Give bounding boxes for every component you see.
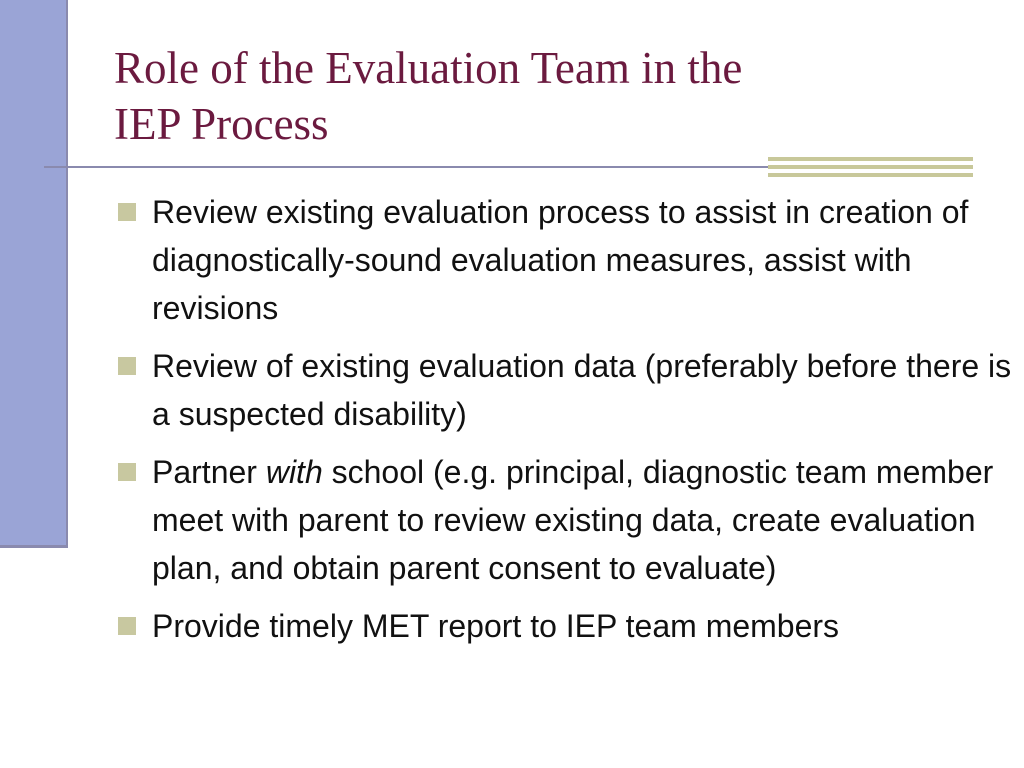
bullet-text-prefix: Partner <box>152 454 266 490</box>
bullet-list <box>112 188 1017 660</box>
list-item <box>112 188 1017 332</box>
bullet-text <box>152 454 993 586</box>
list-item <box>112 448 1017 592</box>
sidebar-bottom-edge <box>0 545 68 548</box>
bullet-text: Review existing evaluation process to assist in creation of diagnostically-sound evaluation measures, assist with revisions <box>152 194 969 326</box>
title-line-1: Role of the Evaluation Team in the <box>114 43 743 93</box>
bullet-text-suffix: school (e.g. principal, diagnostic team member meet with parent to review existing data, create evaluation plan, and obtain parent consent to evaluate) <box>152 454 994 586</box>
slide-title <box>114 40 994 152</box>
title-divider-accent <box>768 157 973 177</box>
sidebar-decoration <box>0 0 66 545</box>
list-item <box>112 342 1017 438</box>
square-bullet-icon <box>118 617 136 635</box>
bullet-text-emphasis: with <box>265 454 323 490</box>
title-line-2: IEP Process <box>114 99 329 149</box>
list-item <box>112 602 1017 650</box>
bullet-text: Provide timely MET report to IEP team members <box>152 608 840 644</box>
square-bullet-icon <box>118 203 136 221</box>
title-divider <box>44 166 842 168</box>
square-bullet-icon <box>118 357 136 375</box>
bullet-text: Review of existing evaluation data (preferably before there is a suspected disability) <box>152 348 1012 432</box>
square-bullet-icon <box>118 463 136 481</box>
sidebar-edge <box>66 0 68 548</box>
